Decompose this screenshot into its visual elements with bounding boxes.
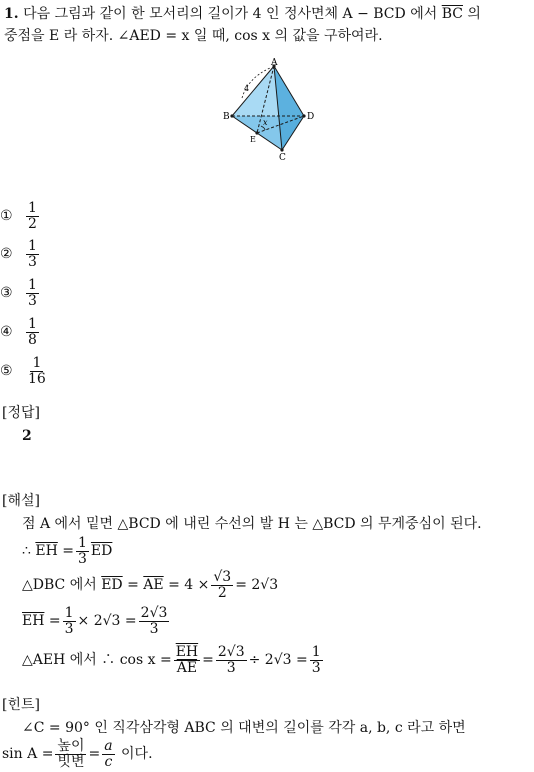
solution-line-4: $\overline{EH}$ = $\frac{1}{3}$ × 2√3 = $\frac{2√3}{3}$ — [22, 604, 168, 637]
choice-mark: ① — [0, 208, 13, 224]
choice-1[interactable] — [0, 198, 41, 234]
tetrahedron-figure — [222, 58, 318, 162]
problem-text-2: 중점을 E 라 하자. ∠AED = x 일 때, cos x 의 값을 구하여라. — [4, 28, 383, 44]
vertex-c — [280, 148, 283, 151]
choice-fraction: $\frac{1}{16}$ — [28, 354, 46, 387]
label-c: C — [279, 153, 286, 162]
choice-fraction: $\frac{1}{3}$ — [28, 276, 37, 309]
problem-text-1: 다음 그림과 같이 한 모서리의 길이가 4 인 정사면체 A − BCD 에서 — [23, 6, 438, 22]
problem-text-1-tail: 의 — [467, 6, 481, 22]
label-b: B — [223, 112, 230, 122]
solution-line-1: 점 A 에서 밑면 △BCD 에 내린 수선의 발 H 는 △BCD 의 무게중심이 된다. — [22, 516, 482, 532]
problem-number: 1. — [4, 6, 19, 22]
hint-line-1: ∠C = 90° 인 직각삼각형 ABC 의 대변의 길이를 각각 a, b, c 라고 하면 — [22, 720, 466, 736]
solution-line-3: △DBC 에서 $\overline{ED}$ = $\overline{AE}$ = 4 × $\frac{√3}{2}$ = 2√3 — [22, 568, 279, 601]
choice-mark: ⑤ — [0, 363, 13, 379]
choice-fraction: $\frac{1}{3}$ — [28, 237, 37, 270]
label-d: D — [307, 112, 315, 122]
vertex-b — [230, 114, 233, 117]
choice-fraction: $\frac{1}{8}$ — [28, 315, 37, 348]
solution-line-2: ∴ $\overline{EH}$ = $\frac{1}{3}$ $\overline{ED}$ — [22, 534, 113, 567]
label-e: E — [250, 135, 256, 144]
solution-line-5: △AEH 에서 ∴ cos x = $\frac{\overline{EH}}{AE}$ = $\frac{2√3}{3}$ ÷ 2√3 = $\frac{1}{3}$ — [22, 643, 321, 676]
choice-2[interactable] — [0, 236, 41, 272]
choice-mark: ② — [0, 246, 13, 262]
vertex-e — [255, 131, 258, 134]
choice-4[interactable] — [0, 314, 41, 350]
choice-5[interactable] — [0, 353, 50, 389]
choice-mark: ④ — [0, 324, 13, 340]
hint-tag: [힌트] — [2, 697, 40, 713]
choice-fraction: $\frac{1}{2}$ — [28, 199, 37, 232]
label-edge-4: 4 — [244, 84, 250, 93]
vertex-d — [302, 114, 305, 117]
hint-line-2: sin A = $\frac{\text{높이}}{\text{빗변}}$ = $\frac{a}{c}$ 이다. — [2, 737, 153, 770]
problem-line-1 — [4, 4, 481, 24]
label-x: x — [263, 118, 268, 127]
answer-tag: [정답] — [2, 405, 40, 421]
choice-mark: ③ — [0, 285, 13, 301]
problem-line-2 — [4, 26, 383, 46]
segment-bc: $\overline{BC}$ — [441, 6, 463, 22]
choice-3[interactable] — [0, 275, 41, 311]
solution-tag: [해설] — [2, 493, 40, 509]
label-a: A — [271, 58, 278, 68]
answer-value: 2 — [22, 428, 32, 444]
